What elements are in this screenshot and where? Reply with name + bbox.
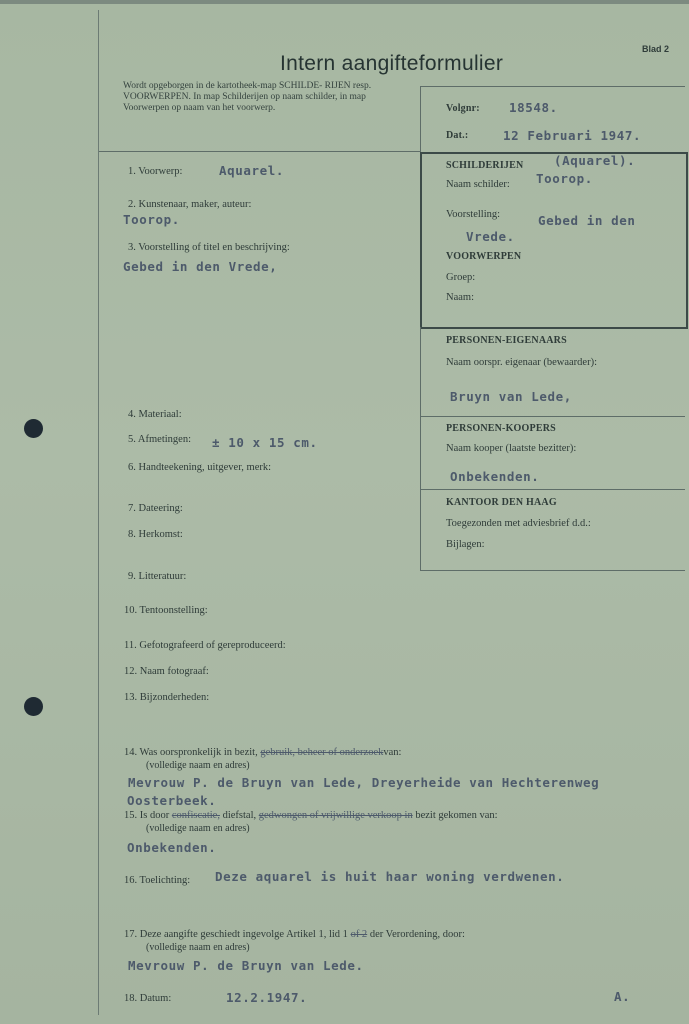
- naam-label: Naam:: [446, 292, 474, 303]
- kantoor-heading: KANTOOR DEN HAAG: [446, 497, 557, 508]
- kantoor-rule: [420, 570, 685, 571]
- field-18-label: 18. Datum:: [124, 993, 172, 1004]
- volgnr-box-left: [420, 86, 421, 152]
- eigenaars-heading: PERSONEN-EIGENAARS: [446, 335, 567, 346]
- right-col-left-line: [420, 327, 421, 570]
- field-3-label: 3. Voorstelling of titel en beschrijving:: [128, 242, 290, 253]
- form-title: Intern aangifteformulier: [280, 52, 504, 75]
- voorstelling-label: Voorstelling:: [446, 209, 501, 220]
- kooper-label: Naam kooper (laatste bezitter):: [446, 443, 577, 454]
- field-1-label: 1. Voorwerp:: [128, 166, 183, 177]
- field-15-value: Onbekenden.: [127, 840, 217, 855]
- field-17-value: Mevrouw P. de Bruyn van Lede.: [128, 958, 364, 973]
- field-17-label: [124, 929, 465, 940]
- field-18-value: 12.2.1947.: [226, 990, 308, 1005]
- field-14-label-a: 14. Was oorspronkelijk in bezit,: [124, 747, 258, 758]
- eigenaar-value: Bruyn van Lede,: [450, 389, 572, 404]
- toegezonden-label: Toegezonden met adviesbrief d.d.:: [446, 518, 591, 529]
- top-edge: [0, 0, 689, 4]
- field-6-label: 6. Handteekening, uitgever, merk:: [128, 462, 272, 473]
- field-5-label: 5. Afmetingen:: [128, 434, 191, 445]
- field-2-label: 2. Kunstenaar, maker, auteur:: [128, 199, 252, 210]
- schilderijen-heading: SCHILDERIJEN: [446, 160, 524, 171]
- field-14-label-b: van:: [383, 747, 402, 758]
- field-14-struck: gebruik, beheer of onderzoek: [260, 747, 384, 758]
- field-17-label-b: der Verordening, door:: [369, 929, 465, 940]
- eigenaars-rule: [420, 416, 685, 417]
- field-1-value: Aquarel.: [219, 163, 285, 178]
- field-17-label-a: 17. Deze aangifte geschiedt ingevolge Artikel 1, lid 1: [124, 929, 348, 940]
- field-12-label: 12. Naam fotograaf:: [124, 666, 209, 677]
- field-8-label: 8. Herkomst:: [128, 529, 183, 540]
- punch-hole-bottom: [24, 697, 43, 716]
- field-15-sub: (volledige naam en adres): [146, 823, 250, 834]
- field-3-value: Gebed in den Vrede,: [123, 259, 278, 274]
- volgnr-box-top: [420, 86, 685, 87]
- eigenaar-label: Naam oorspr. eigenaar (bewaarder):: [446, 357, 598, 368]
- field-15-label-b: diefstal,: [222, 810, 257, 821]
- field-5-value: ± 10 x 15 cm.: [212, 435, 318, 450]
- koopers-heading: PERSONEN-KOOPERS: [446, 423, 556, 434]
- header-rule: [99, 151, 420, 152]
- field-15-struck-2: gedwongen of vrijwillige verkoop in: [258, 810, 413, 821]
- field-10-label: 10. Tentoonstelling:: [124, 605, 208, 616]
- volgnr-value: 18548.: [509, 100, 558, 115]
- field-2-value: Toorop.: [123, 212, 180, 227]
- field-14-value-1: Mevrouw P. de Bruyn van Lede, Dreyerheide van Hechterenweg: [128, 775, 600, 790]
- bijlagen-label: Bijlagen:: [446, 539, 485, 550]
- naam-schilder-label: Naam schilder:: [446, 179, 510, 190]
- field-4-label: 4. Materiaal:: [128, 409, 182, 420]
- voorwerpen-heading: VOORWERPEN: [446, 251, 522, 262]
- field-9-label: 9. Litteratuur:: [128, 571, 187, 582]
- voorstelling-value-2: Vrede.: [466, 229, 515, 244]
- field-15-label-c: bezit gekomen van:: [415, 810, 498, 821]
- field-15-label: [124, 810, 498, 821]
- field-17-struck: of 2: [350, 929, 368, 940]
- voorstelling-value-1: Gebed in den: [538, 213, 636, 228]
- storage-note: Wordt opgeborgen in de kartotheek-map SCHILDE- RIJEN resp. VOORWERPEN. In map Schilderijen op naam schilder, in map Voorwerpen op naam van het voorwerp.: [123, 81, 372, 113]
- schilderijen-note: (Aquarel).: [554, 153, 636, 168]
- field-16-label: 16. Toelichting:: [124, 875, 191, 886]
- field-14-value-2: Oosterbeek.: [127, 793, 217, 808]
- field-11-label: 11. Gefotografeerd of gereproduceerd:: [124, 640, 286, 651]
- field-17-sub: (volledige naam en adres): [146, 942, 250, 953]
- punch-hole-top: [24, 419, 43, 438]
- dat-value: 12 Februari 1947.: [503, 128, 642, 143]
- kooper-value: Onbekenden.: [450, 469, 540, 484]
- field-16-value: Deze aquarel is huit haar woning verdwenen.: [215, 869, 565, 884]
- naam-schilder-value: Toorop.: [536, 171, 593, 186]
- field-13-label: 13. Bijzonderheden:: [124, 692, 210, 703]
- field-15-struck-1: confiscatie,: [171, 810, 220, 821]
- page-label: Blad 2: [642, 44, 670, 54]
- groep-label: Groep:: [446, 272, 476, 283]
- volgnr-label: Volgnr:: [446, 103, 480, 114]
- field-14-sub: (volledige naam en adres): [146, 760, 250, 771]
- koopers-rule: [420, 489, 685, 490]
- dat-label: Dat.:: [446, 130, 469, 141]
- field-15-label-a: 15. Is door: [124, 810, 170, 821]
- margin-line: [98, 10, 99, 1015]
- signature-initial: A.: [614, 989, 631, 1004]
- field-7-label: 7. Dateering:: [128, 503, 183, 514]
- field-14-label: [124, 747, 401, 758]
